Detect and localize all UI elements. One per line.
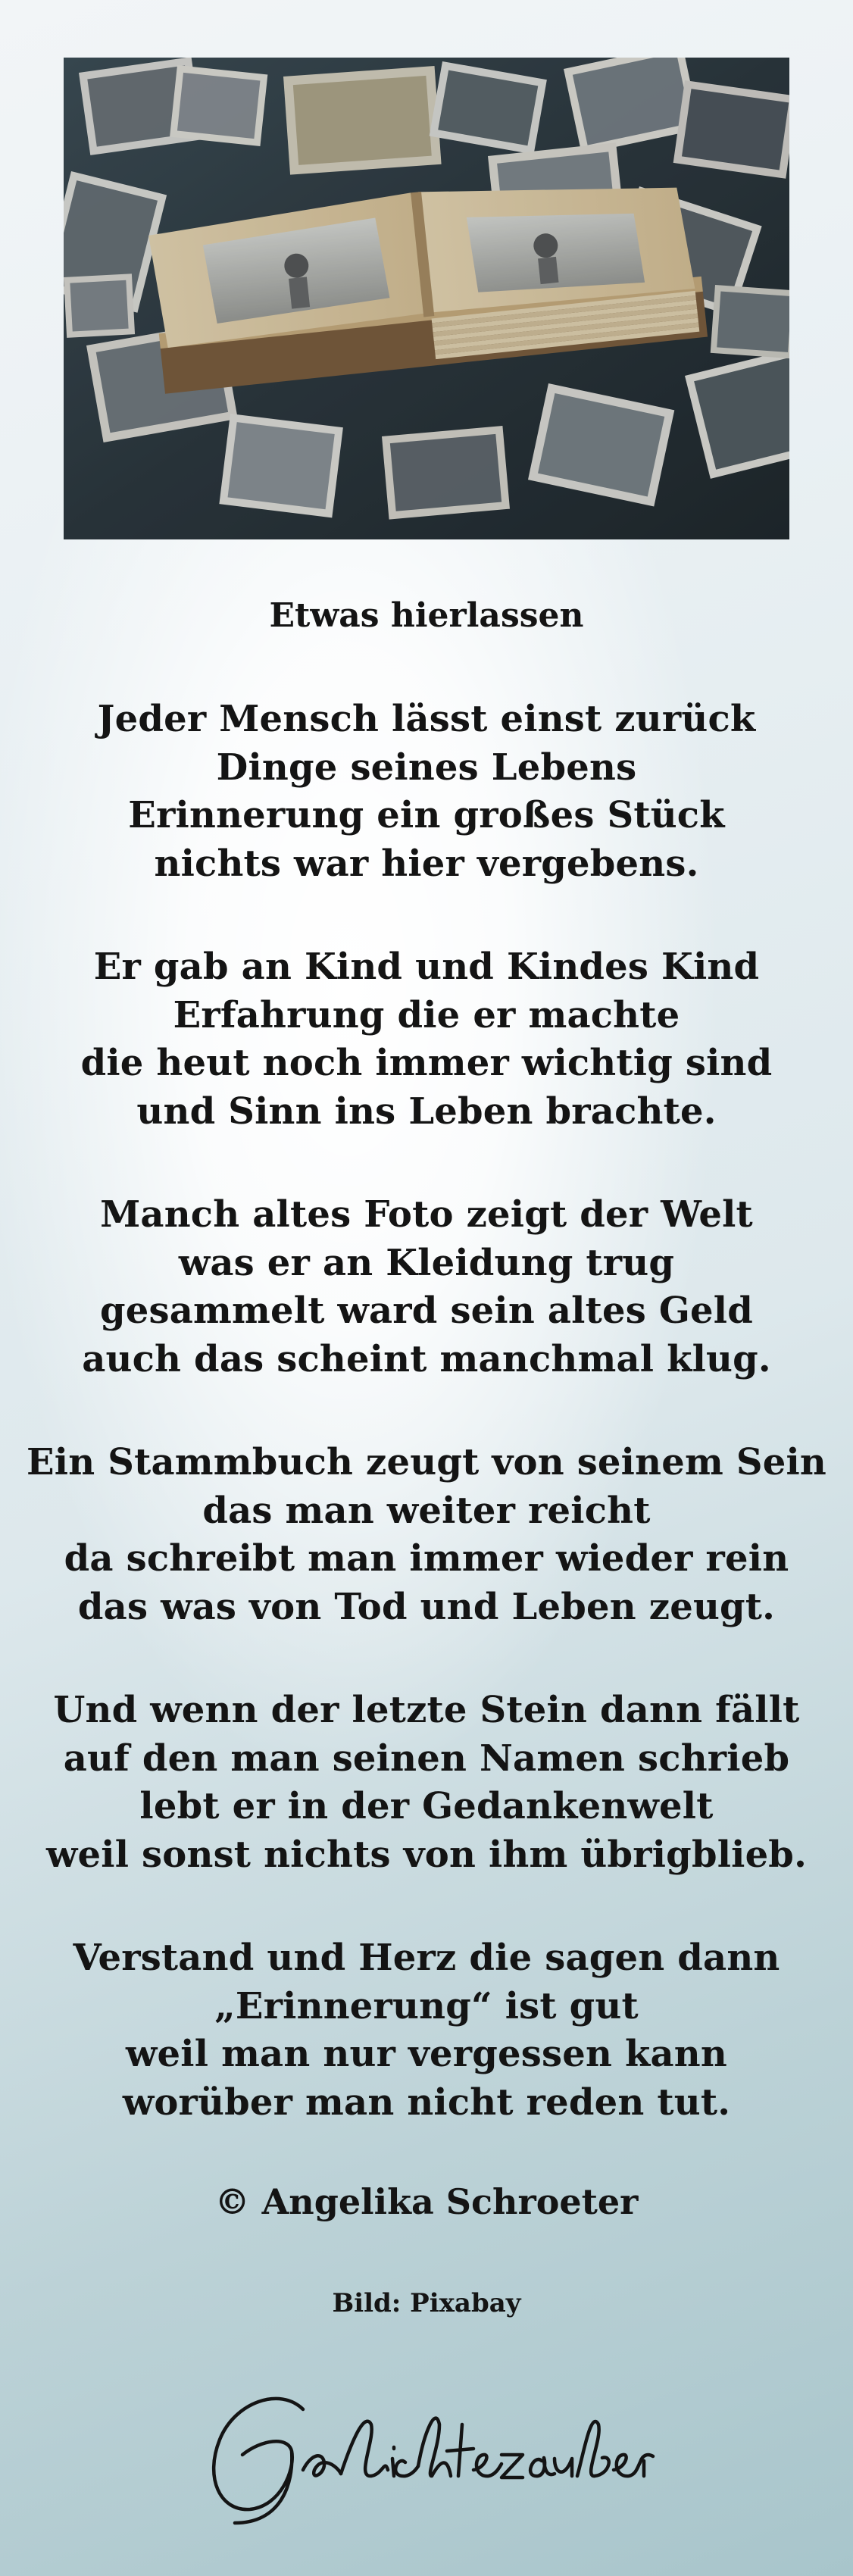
poem-line: gesammelt ward sein altes Geld [100, 1290, 753, 1332]
header-photo [64, 58, 789, 539]
poem-line: da schreibt man immer wieder rein [64, 1537, 789, 1580]
poem-line: auf den man seinen Namen schrieb [63, 1737, 790, 1780]
stanza [0, 1191, 853, 1383]
poem-line: Jeder Mensch lässt einst zurück [97, 698, 756, 740]
stanza [0, 696, 853, 888]
copyright-notice: © Angelika Schroeter [214, 2181, 639, 2222]
stanza [0, 1439, 853, 1631]
poem-line: Verstand und Herz die sagen dann [73, 1937, 780, 1979]
poem-line: weil sonst nichts von ihm übrigblieb. [46, 1833, 807, 1876]
poem-line: weil man nur vergessen kann [126, 2033, 727, 2075]
poem-line: Manch altes Foto zeigt der Welt [100, 1193, 753, 1236]
poem-line: Er gab an Kind und Kindes Kind [93, 946, 760, 988]
poem-line: lebt er in der Gedankenwelt [139, 1785, 714, 1827]
poem-body [0, 696, 853, 2182]
poem-line: Erinnerung ein großes Stück [128, 794, 725, 836]
poem-line: Erfahrung die er machte [173, 993, 680, 1036]
poem-line: das man weiter reicht [202, 1489, 651, 1532]
poem-line: Ein Stammbuch zeugt von seinem Sein [27, 1441, 826, 1483]
stanza [0, 943, 853, 1136]
photo-album-illustration [64, 58, 789, 539]
poem-line: nichts war hier vergebens. [154, 842, 699, 885]
poem-line: das was von Tod und Leben zeugt. [77, 1585, 776, 1628]
poem-line: was er an Kleidung trug [178, 1241, 675, 1284]
poem-title: Etwas hierlassen [269, 596, 584, 635]
poem-line: Dinge seines Lebens [216, 746, 637, 789]
poem-line: und Sinn ins Leben brachte. [136, 1089, 717, 1133]
poem-line: worüber man nicht reden tut. [122, 2080, 731, 2124]
signature-logo [189, 2379, 674, 2531]
image-credit: Bild: Pixabay [332, 2288, 521, 2318]
stanza [0, 1934, 853, 2127]
poem-line: auch das scheint manchmal klug. [82, 1337, 771, 1380]
poem-line: Und wenn der letzte Stein dann fällt [53, 1689, 800, 1731]
signature-script [189, 2379, 674, 2531]
poem-line: „Erinnerung“ ist gut [214, 1984, 639, 2027]
stanza [0, 1687, 853, 1879]
poem-line: die heut noch immer wichtig sind [80, 1042, 773, 1084]
